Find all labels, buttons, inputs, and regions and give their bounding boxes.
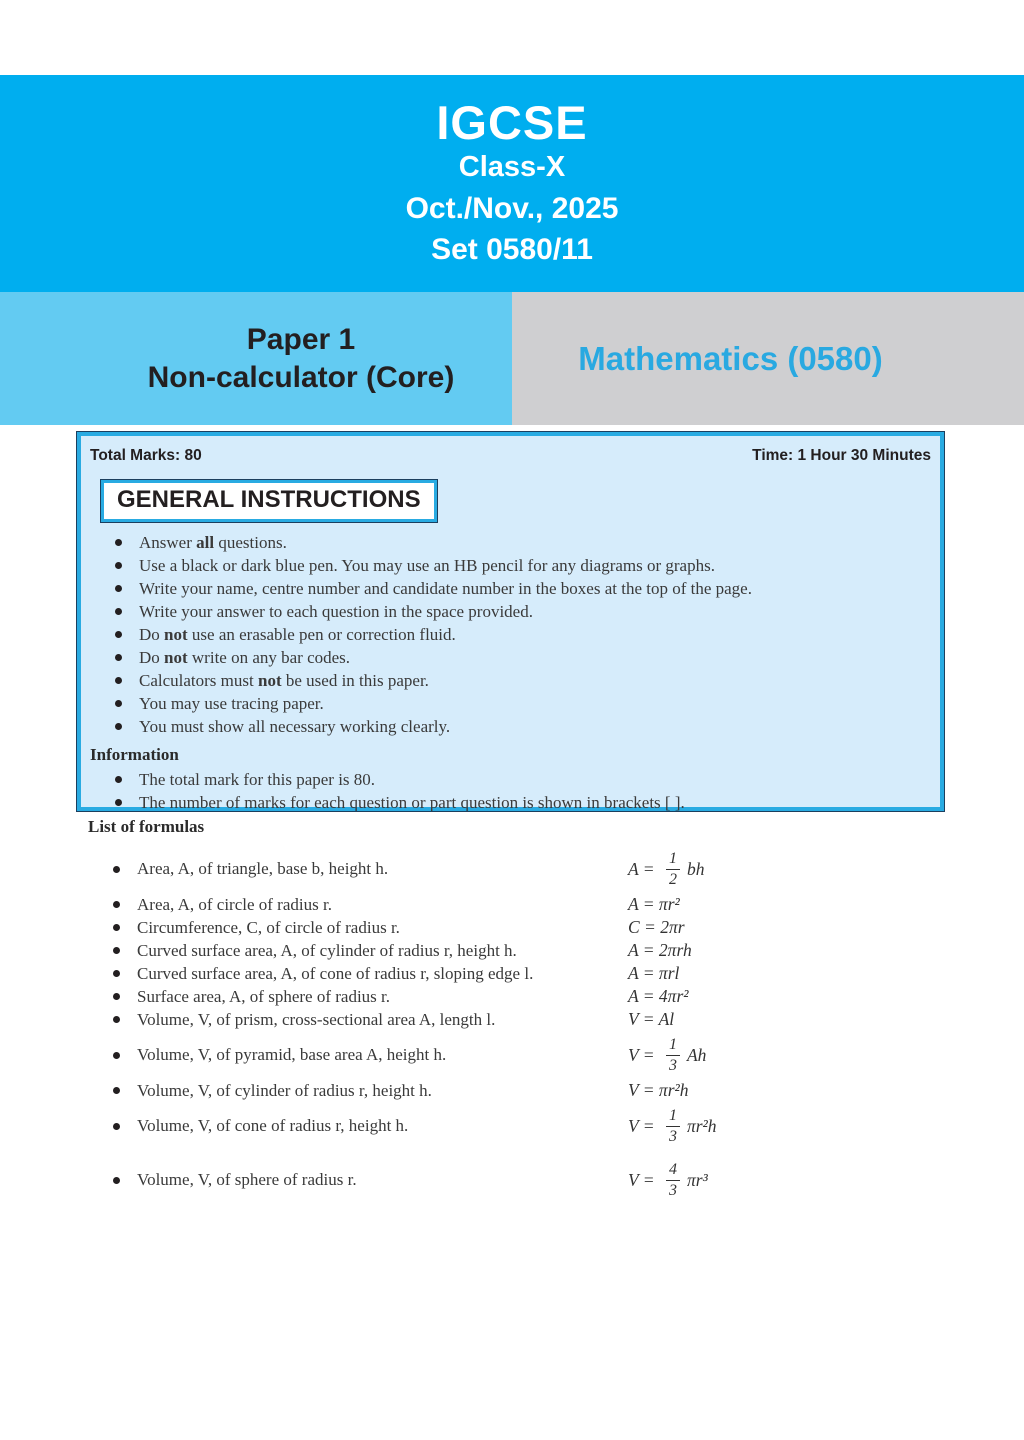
information-text: The number of marks for each question or part question is shown in brackets [ ]. bbox=[139, 793, 685, 812]
instruction-item bbox=[115, 692, 940, 715]
information-item bbox=[115, 768, 940, 791]
fraction: $\frac{1}{3}$ bbox=[666, 1037, 680, 1074]
marks-time-row bbox=[81, 436, 940, 465]
exam-board-title: IGCSE bbox=[436, 96, 588, 150]
instruction-text: Do not write on any bar codes. bbox=[139, 648, 351, 667]
bullet-icon bbox=[113, 866, 120, 873]
subject-panel bbox=[512, 292, 1024, 425]
formula-row bbox=[88, 962, 948, 985]
formula-equation: A = 2πrh bbox=[628, 940, 692, 960]
bullet-icon bbox=[115, 723, 122, 730]
formula-equation: A = 4πr² bbox=[628, 986, 689, 1006]
bullet-icon bbox=[115, 799, 122, 806]
formula-row bbox=[88, 1102, 948, 1150]
formula-list-heading: List of formulas bbox=[88, 817, 205, 836]
formula-row bbox=[88, 893, 948, 916]
formula-equation: A = πrl bbox=[628, 963, 680, 983]
exam-session: Oct./Nov., 2025 bbox=[405, 192, 619, 226]
general-instructions-list bbox=[81, 531, 940, 738]
instruction-item bbox=[115, 715, 940, 738]
formula-description: Volume, V, of cone of radius r, height h. bbox=[137, 1116, 409, 1135]
formula-equation: C = 2πr bbox=[628, 917, 685, 937]
formula-description: Volume, V, of prism, cross-sectional area A, length l. bbox=[137, 1009, 496, 1029]
paper-panel bbox=[0, 292, 512, 425]
formula-equation: V = πr²h bbox=[628, 1080, 689, 1100]
bullet-icon bbox=[115, 562, 122, 569]
instruction-text: Do not use an erasable pen or correction fluid. bbox=[139, 625, 456, 644]
total-marks-label: Total Marks: 80 bbox=[90, 447, 202, 464]
formula-description: Curved surface area, A, of cone of radius r, sloping edge l. bbox=[137, 963, 534, 983]
bullet-icon bbox=[113, 1123, 120, 1130]
formula-description: Curved surface area, A, of cylinder of radius r, height h. bbox=[137, 940, 517, 960]
formula-row bbox=[88, 1156, 948, 1204]
formula-equation: V = $\frac{4}{3}$ πr³ bbox=[628, 1160, 708, 1199]
formula-row bbox=[88, 939, 948, 962]
bullet-icon bbox=[113, 1087, 120, 1094]
formula-description: Volume, V, of sphere of radius r. bbox=[137, 1170, 357, 1189]
instruction-text: Calculators must not be used in this paper. bbox=[139, 671, 429, 690]
formula-row bbox=[88, 1079, 948, 1102]
set-code: Set 0580/11 bbox=[431, 233, 593, 267]
bullet-icon bbox=[113, 1052, 120, 1059]
subject-title: Mathematics (0580) bbox=[578, 339, 883, 377]
instruction-text: Answer all questions. bbox=[139, 533, 287, 552]
bullet-icon bbox=[115, 700, 122, 707]
instruction-item bbox=[115, 669, 940, 692]
instruction-item bbox=[115, 531, 940, 554]
formula-description: Area, A, of triangle, base b, height h. bbox=[137, 859, 389, 878]
bullet-icon bbox=[113, 1016, 120, 1023]
formula-equation: V = $\frac{1}{3}$ πr²h bbox=[628, 1106, 717, 1145]
fraction: $\frac{1}{3}$ bbox=[666, 1108, 680, 1145]
bullet-icon bbox=[115, 631, 122, 638]
instruction-item bbox=[115, 600, 940, 623]
formula-equation: V = Al bbox=[628, 1009, 675, 1029]
class-label: Class-X bbox=[458, 151, 566, 184]
instruction-text: You may use tracing paper. bbox=[139, 694, 324, 713]
bullet-icon bbox=[115, 776, 122, 783]
instruction-item bbox=[115, 646, 940, 669]
formula-equation: A = πr² bbox=[628, 894, 680, 914]
bullet-icon bbox=[115, 539, 122, 546]
bullet-icon bbox=[115, 654, 122, 661]
bullet-icon bbox=[113, 1177, 120, 1184]
bullet-icon bbox=[113, 993, 120, 1000]
information-item bbox=[115, 791, 940, 814]
paper-subject-band bbox=[0, 292, 1024, 425]
bullet-icon bbox=[113, 924, 120, 931]
instruction-text: Use a black or dark blue pen. You may use an HB pencil for any diagrams or graphs. bbox=[139, 556, 715, 575]
instruction-text: Write your name, centre number and candidate number in the boxes at the top of the page. bbox=[139, 579, 752, 598]
formula-row bbox=[88, 985, 948, 1008]
formula-row bbox=[88, 1008, 948, 1031]
bullet-icon bbox=[113, 970, 120, 977]
bullet-icon bbox=[115, 677, 122, 684]
information-list bbox=[81, 768, 940, 814]
instructions-box bbox=[77, 432, 944, 811]
bullet-icon bbox=[113, 901, 120, 908]
instruction-item bbox=[115, 577, 940, 600]
bullet-icon bbox=[113, 947, 120, 954]
formula-section bbox=[88, 817, 948, 1204]
formula-row bbox=[88, 1031, 948, 1079]
exam-header-band bbox=[0, 75, 1024, 292]
instruction-text: You must show all necessary working clearly. bbox=[139, 717, 451, 736]
formula-list bbox=[88, 845, 948, 1204]
formula-description: Volume, V, of cylinder of radius r, height h. bbox=[137, 1080, 432, 1100]
formula-description: Circumference, C, of circle of radius r. bbox=[137, 917, 400, 937]
general-instructions-heading: GENERAL INSTRUCTIONS bbox=[101, 480, 437, 522]
information-heading: Information bbox=[90, 745, 179, 764]
formula-description: Volume, V, of pyramid, base area A, height h. bbox=[137, 1045, 447, 1064]
formula-description: Surface area, A, of sphere of radius r. bbox=[137, 986, 391, 1006]
instruction-text: Write your answer to each question in the space provided. bbox=[139, 602, 533, 621]
formula-equation: A = $\frac{1}{2}$ bh bbox=[628, 849, 705, 888]
formula-description: Area, A, of circle of radius r. bbox=[137, 894, 332, 914]
bullet-icon bbox=[115, 608, 122, 615]
fraction: $\frac{1}{2}$ bbox=[666, 851, 680, 888]
paper-type: Non-calculator (Core) bbox=[147, 360, 455, 394]
time-label: Time: 1 Hour 30 Minutes bbox=[752, 447, 931, 464]
paper-number: Paper 1 bbox=[246, 323, 356, 356]
information-text: The total mark for this paper is 80. bbox=[139, 770, 376, 789]
instruction-item bbox=[115, 554, 940, 577]
fraction: $\frac{4}{3}$ bbox=[666, 1162, 680, 1199]
formula-row bbox=[88, 845, 948, 893]
formula-row bbox=[88, 916, 948, 939]
bullet-icon bbox=[115, 585, 122, 592]
instruction-item bbox=[115, 623, 940, 646]
formula-equation: V = $\frac{1}{3}$ Ah bbox=[628, 1035, 707, 1074]
